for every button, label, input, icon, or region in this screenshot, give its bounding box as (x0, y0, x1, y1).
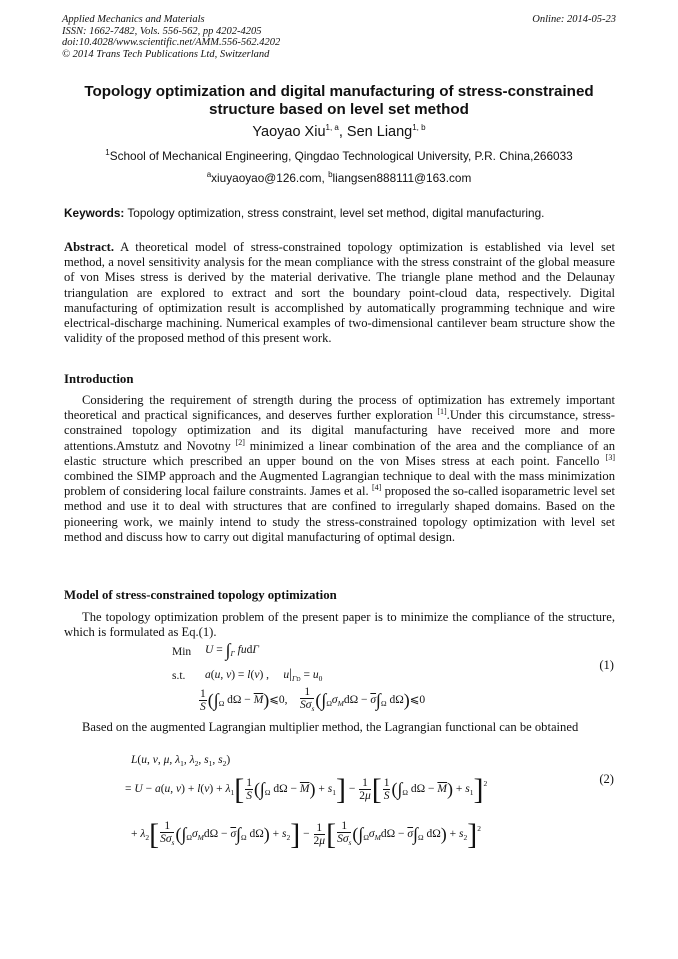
body-text: .Under this circumstance, stress-constrained topology optimization and its digital manufacturing have received more and more attentions.Amstutz and Novotny (64, 408, 615, 453)
introduction-paragraph (64, 393, 615, 545)
body-text: minimized a linear combination of the area and the compliance of an elastic structure which prescribed an upper bound on the von Mises stress at each point. Fancello (64, 438, 616, 468)
journal-name: Applied Mechanics and Materials (62, 14, 205, 25)
doi-line[interactable]: doi:10.4028/www.scientific.net/AMM.556-562.4202 (62, 37, 281, 48)
eq2-lagrangian-args: L(u, v, μ, $\lambda_1$, $\lambda_2$, $s_1$, $s_2$) (131, 754, 231, 768)
model-paragraph: The topology optimization problem of the present paper is to minimize the compliance of the structure, which is formulated as Eq.(1). (64, 610, 615, 640)
author-name: Sen Liang (346, 124, 413, 140)
eq2-line-1: = U − a(u, $v) + l(v) + \lambda_1$[ $\frac{1}{S}$ ($\int_\Omega$ $d\Omega - \overline{M}) + s_1$] − $\frac{1}{2\mu}$ [ $\frac{1}{S}$ ($\int_\Omega$ $d\Omega - \overline{M}) + s_1]^2$ (125, 773, 488, 807)
author-name: Yaoyao Xiu (252, 124, 326, 140)
keywords (64, 206, 616, 220)
online-date: Online: 2014-05-23 (532, 14, 616, 25)
eq1-constraint-stress: $\frac{1}{S}$ ($\int_\Omega$ $d\Omega - \overline{M})⩽0$, $\frac{1}{S\sigma_s}$ ($\int_\Omega\sigma_Md\Omega - \overline{\sigma}\int_\Omega$ dΩ)⩽0 (200, 686, 426, 713)
abstract (64, 240, 615, 346)
model-paragraph: Based on the augmented Lagrangian multiplier method, the Lagrangian functional can be obtained (82, 720, 579, 734)
equation-number: (2) (599, 772, 614, 786)
eq2-line-2: + $\lambda_2$[ $\frac{1}{S\sigma_s}$ ($\int_\Omega\sigma_Md\Omega - \overline{\sigma}\int_\Omega$ $d\Omega) + s_2$] − $\frac{1}{2\mu}$ [ $\frac{1}{S\sigma_s}$ ($\int_\Omega\sigma_Md\Omega - \overline{\sigma}\int_\Omega$ $d\Omega) + s_2]^2$ (131, 818, 481, 852)
citation[interactable]: [2] (235, 437, 245, 447)
affiliation (62, 149, 616, 163)
author-superscript: 1, a (325, 123, 339, 133)
journal-header (62, 14, 616, 60)
email-superscript: a (206, 170, 212, 180)
eq1-min-label: Min (172, 646, 192, 658)
abstract-label: Abstract. (64, 240, 115, 254)
citation[interactable]: [3] (605, 452, 615, 462)
author-superscript: 1, b (412, 123, 426, 133)
abstract-text: A theoretical model of stress-constrained topology optimization is established via level set method, a novel sensitivity analysis for the mean compliance with the stress constraint of the global measure of von Mises stress is derived by the material derivative. The triangle plane method and the Delaunay triangulation are explored to extract and sort the boundary point-cloud data, respectively. Digital manufacturing of optimization result is accomplished by automatically programming technique and wire electrical-discharge machining. Numerical examples of two-dimensional cantilever beam structure show the validity of the proposed method of this present work. (64, 240, 615, 346)
copyright-line: © 2014 Trans Tech Publications Ltd, Switzerland (62, 48, 270, 60)
body-text: Considering the requirement of strength during the process of optimization has extremely important theoretical and practical significances, and deserves further exploration (64, 393, 615, 423)
body-text: combined the SIMP approach and the Augmented Lagrangian technique to deal with the mass minimization problem of considering local failure constraints. James et al. (64, 469, 615, 499)
paper-title: Topology optimization and digital manufacturing of stress-constrained structure based on level set method (84, 83, 594, 118)
eq1-constraint-equilibrium: a(u, v) = l(v) , $u|_{\Gamma D} = u_0$ (205, 667, 323, 683)
issn-line: ISSN: 1662-7482, Vols. 556-562, pp 4202-4205 (62, 25, 262, 37)
section-heading-model: Model of stress-constrained topology optimization (64, 588, 337, 602)
affiliation-text: School of Mechanical Engineering, Qingdao Technological University, P.R. China,266033 (109, 149, 573, 163)
keywords-label: Keywords: (64, 206, 125, 220)
citation[interactable]: [1] (437, 407, 447, 417)
eq1-st-label: s.t. (172, 670, 186, 682)
citation[interactable]: [4] (371, 483, 382, 493)
eq1-objective: $U = \int_\Gamma$ fudΓ (205, 640, 259, 660)
author-list (62, 123, 616, 141)
body-text: proposed the so-called isoparametric level set method and use it to deal with structures that are confined to irregularly shaped domains. Based on the pioneering work, we mainly intend to study the stress-constrained topology optimization with level set method and discuss how to carry out digital manufacturing of optimal design. (64, 484, 616, 544)
author-separator: , (338, 124, 347, 140)
affiliation-superscript: 1 (105, 148, 110, 158)
equation-number: (1) (599, 658, 614, 672)
section-heading-introduction: Introduction (64, 372, 134, 386)
email-link[interactable]: liangsen888111@163.com (332, 171, 472, 185)
email-superscript: b (328, 170, 333, 180)
keywords-text: Topology optimization, stress constraint, level set method, digital manufacturing. (124, 206, 545, 220)
email-link[interactable]: xiuyaoyao@126.com, (211, 171, 329, 185)
author-emails (62, 171, 616, 185)
